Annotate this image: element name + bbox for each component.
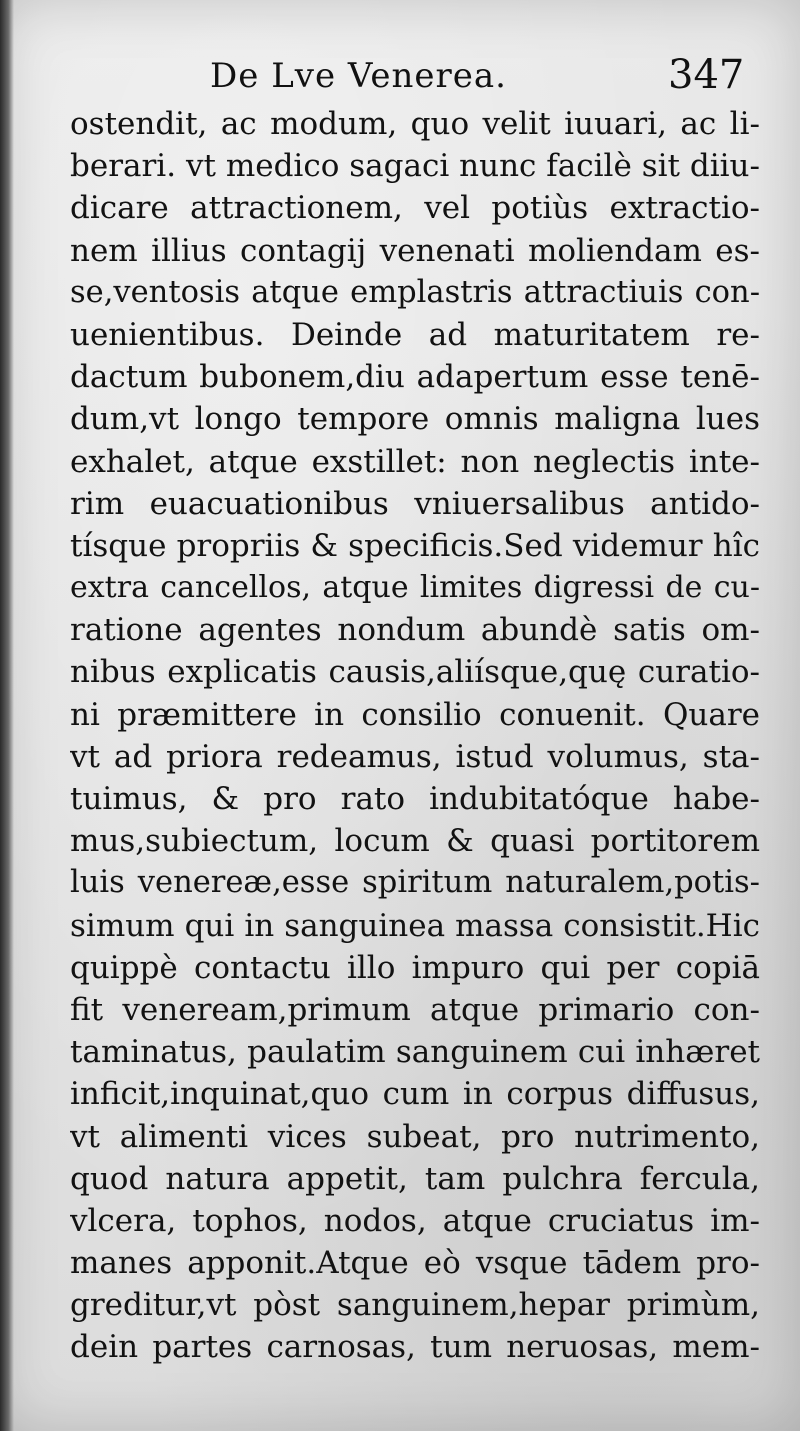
text-line: taminatus, paulatim sanguinem cui inhæret — [70, 1034, 760, 1071]
text-line: nem illius contagij venenati moliendam es- — [70, 232, 760, 269]
text-line: ratione agentes nondum abundè satis om- — [70, 612, 760, 649]
text-line: inficit,inquinat,quo cum in corpus diffusus, — [70, 1076, 760, 1113]
text-line: nibus explicatis causis,aliísque,quę curatio- — [70, 654, 760, 691]
page-number: 347 — [668, 52, 745, 98]
text-line: dum,vt longo tempore omnis maligna lues — [70, 401, 760, 438]
text-line: vt alimenti vices subeat, pro nutrimento, — [70, 1118, 760, 1155]
text-line: dicare attractionem, vel potiùs extractio- — [70, 190, 760, 227]
page-header — [0, 52, 800, 102]
text-line: exhalet, atque exstillet: non neglectis inte- — [70, 443, 760, 480]
text-line: tuimus, & pro rato indubitatóque habe- — [70, 781, 760, 817]
text-line: uenientibus. Deinde ad maturitatem re- — [70, 316, 760, 353]
text-line: manes apponit.Atque eò vsque tādem pro- — [70, 1245, 760, 1282]
text-line: extra cancellos, atque limites digressi de cu- — [70, 570, 760, 606]
text-line: simum qui in sanguinea massa consistit.Hic — [70, 907, 760, 944]
text-line: berari. vt medico sagaci nunc facilè sit diiu- — [70, 148, 760, 185]
page-gutter-shadow — [0, 0, 14, 1431]
text-line: dein partes carnosas, tum neruosas, mem- — [70, 1329, 760, 1366]
text-line: vt ad priora redeamus, istud volumus, sta- — [70, 738, 760, 775]
text-line: quod natura appetit, tam pulchra fercula, — [70, 1160, 760, 1197]
text-line: dactum bubonem,diu adapertum esse tenē- — [70, 359, 760, 396]
text-line: mus,subiectum, locum & quasi portitorem — [70, 823, 760, 860]
text-line: tísque propriis & specificis.Sed videmur hîc — [70, 527, 760, 564]
text-line: ni præmittere in consilio conuenit. Quare — [70, 696, 760, 733]
text-line: ostendit, ac modum, quo velit iuuari, ac li- — [70, 106, 760, 142]
text-line: vlcera, tophos, nodos, atque cruciatus im- — [70, 1202, 760, 1239]
text-line: quippè contactu illo impuro qui per copiā — [70, 949, 760, 986]
text-line: se,ventosis atque emplastris attractiuis con- — [70, 274, 760, 310]
body-text — [70, 103, 760, 1369]
text-line: fit veneream,primum atque primario con- — [70, 991, 760, 1028]
text-line: luis venereæ,esse spiritum naturalem,potis- — [70, 865, 760, 901]
text-line: greditur,vt pòst sanguinem,hepar primùm, — [70, 1287, 760, 1324]
text-line: rim euacuationibus vniuersalibus antido- — [70, 485, 760, 522]
running-title: De Lve Venerea. — [210, 56, 507, 96]
